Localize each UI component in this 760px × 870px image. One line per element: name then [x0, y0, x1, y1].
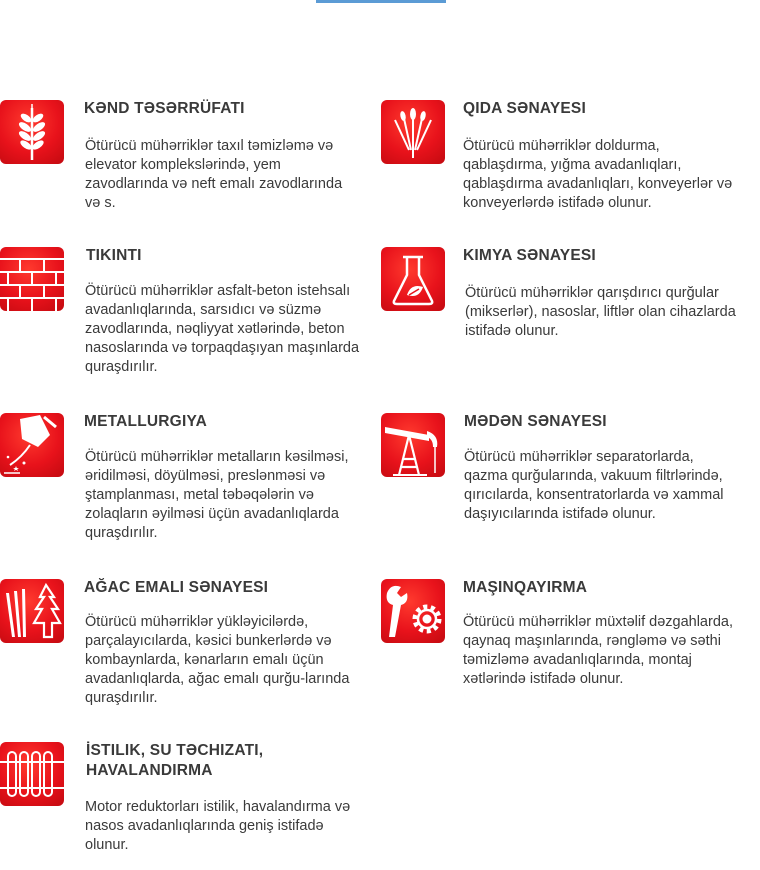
industry-title: QIDA SƏNAYESI	[463, 100, 586, 117]
brick-wall-icon	[0, 247, 64, 311]
industry-item-metallurgy	[0, 413, 349, 553]
industry-description: Ötürücü mühərriklər doldurma, qablaşdırma, yığma avadanlıqları, qablaşdırma avadanlıqları, konveyerlər və konveyerlərdə istifadə olunur.	[463, 138, 733, 211]
industry-title: TIKINTI	[86, 247, 142, 264]
industry-description: Ötürücü mühərriklər müxtəlif dəzgahlarda, qaynaq maşınlarında, rəngləmə və səthi təmizləmə avadanlıqlarında, montaj xətlərində istifadə olunur.	[463, 614, 733, 687]
industry-title: KƏND TƏSƏRRÜFATI	[84, 100, 245, 117]
industry-item-heating-ventilation	[0, 742, 351, 862]
wheat-icon	[0, 100, 64, 164]
industry-title: AĞAC EMALI SƏNAYESI	[84, 579, 269, 596]
industry-description: Ötürücü mühərriklər metalların kəsilməsi, əridilməsi, döyülməsi, preslənməsi və ştamplanması, metal təbəqələrin və zolaqların əyilməsi üçün avadanlıqlarda quraşdırılır.	[85, 449, 349, 541]
industry-item-construction	[0, 247, 360, 387]
industry-description: Ötürücü mühərriklər taxıl təmizləmə və elevator komplekslərində, yem zavodlarında və neft emalı zavodlarında və s.	[85, 138, 343, 211]
top-accent-bar	[316, 0, 446, 3]
industry-item-woodworking	[0, 579, 350, 719]
wrench-gear-icon	[381, 579, 445, 643]
industry-description: Ötürücü mühərriklər asfalt-beton istehsalı avadanlıqlarında, sarsıdıcı və süzmə zavodlarında, nəqliyyat xətlərində, beton nasoslarında və torpaqdaşıyan maşınlarda quraşdırılır.	[85, 283, 360, 375]
industry-description: Ötürücü mühərriklər qarışdırıcı qurğular (mikserlər), nasoslar, liftlər olan cihazlarda istifadə olunur.	[465, 285, 736, 339]
industry-item-mining	[381, 413, 724, 553]
industry-title: METALLURGIYA	[84, 413, 207, 430]
radiator-icon	[0, 742, 64, 806]
grain-field-icon	[381, 100, 445, 164]
oil-pump-icon	[381, 413, 445, 477]
industry-title: MAŞINQAYIRMA	[463, 579, 588, 596]
industry-title: KIMYA SƏNAYESI	[463, 247, 596, 264]
industry-item-agriculture	[0, 100, 343, 220]
industry-item-food	[381, 100, 733, 220]
wood-tree-icon	[0, 579, 64, 643]
industry-title: MƏDƏN SƏNAYESI	[464, 413, 607, 430]
industry-item-machine-building	[381, 579, 733, 719]
industry-item-chemistry	[381, 247, 736, 347]
industry-description: Ötürücü mühərriklər separatorlarda, qazma qurğularında, vakuum filtrlərində, qırıcılarda, konsentratorlarda və xammal daşıyıcılarında istifadə olunur.	[464, 449, 724, 522]
industry-title: İSTILIK, SU TƏCHIZATI, HAVALANDIRMA	[86, 742, 264, 779]
industry-description: Ötürücü mühərriklər yükləyicilərdə, parçalayıcılarda, kəsici bunkerlərdə və kombaynlarda, kənarların emalı üçün avadanlıqlarda, ağac emalı qurğu-larında quraşdırılır.	[85, 614, 350, 706]
chemistry-flask-icon	[381, 247, 445, 311]
metal-ladle-icon	[0, 413, 64, 477]
industry-description: Motor reduktorları istilik, havalandırma və nasos avadanlıqlarında geniş istifadə olunur.	[85, 799, 351, 853]
